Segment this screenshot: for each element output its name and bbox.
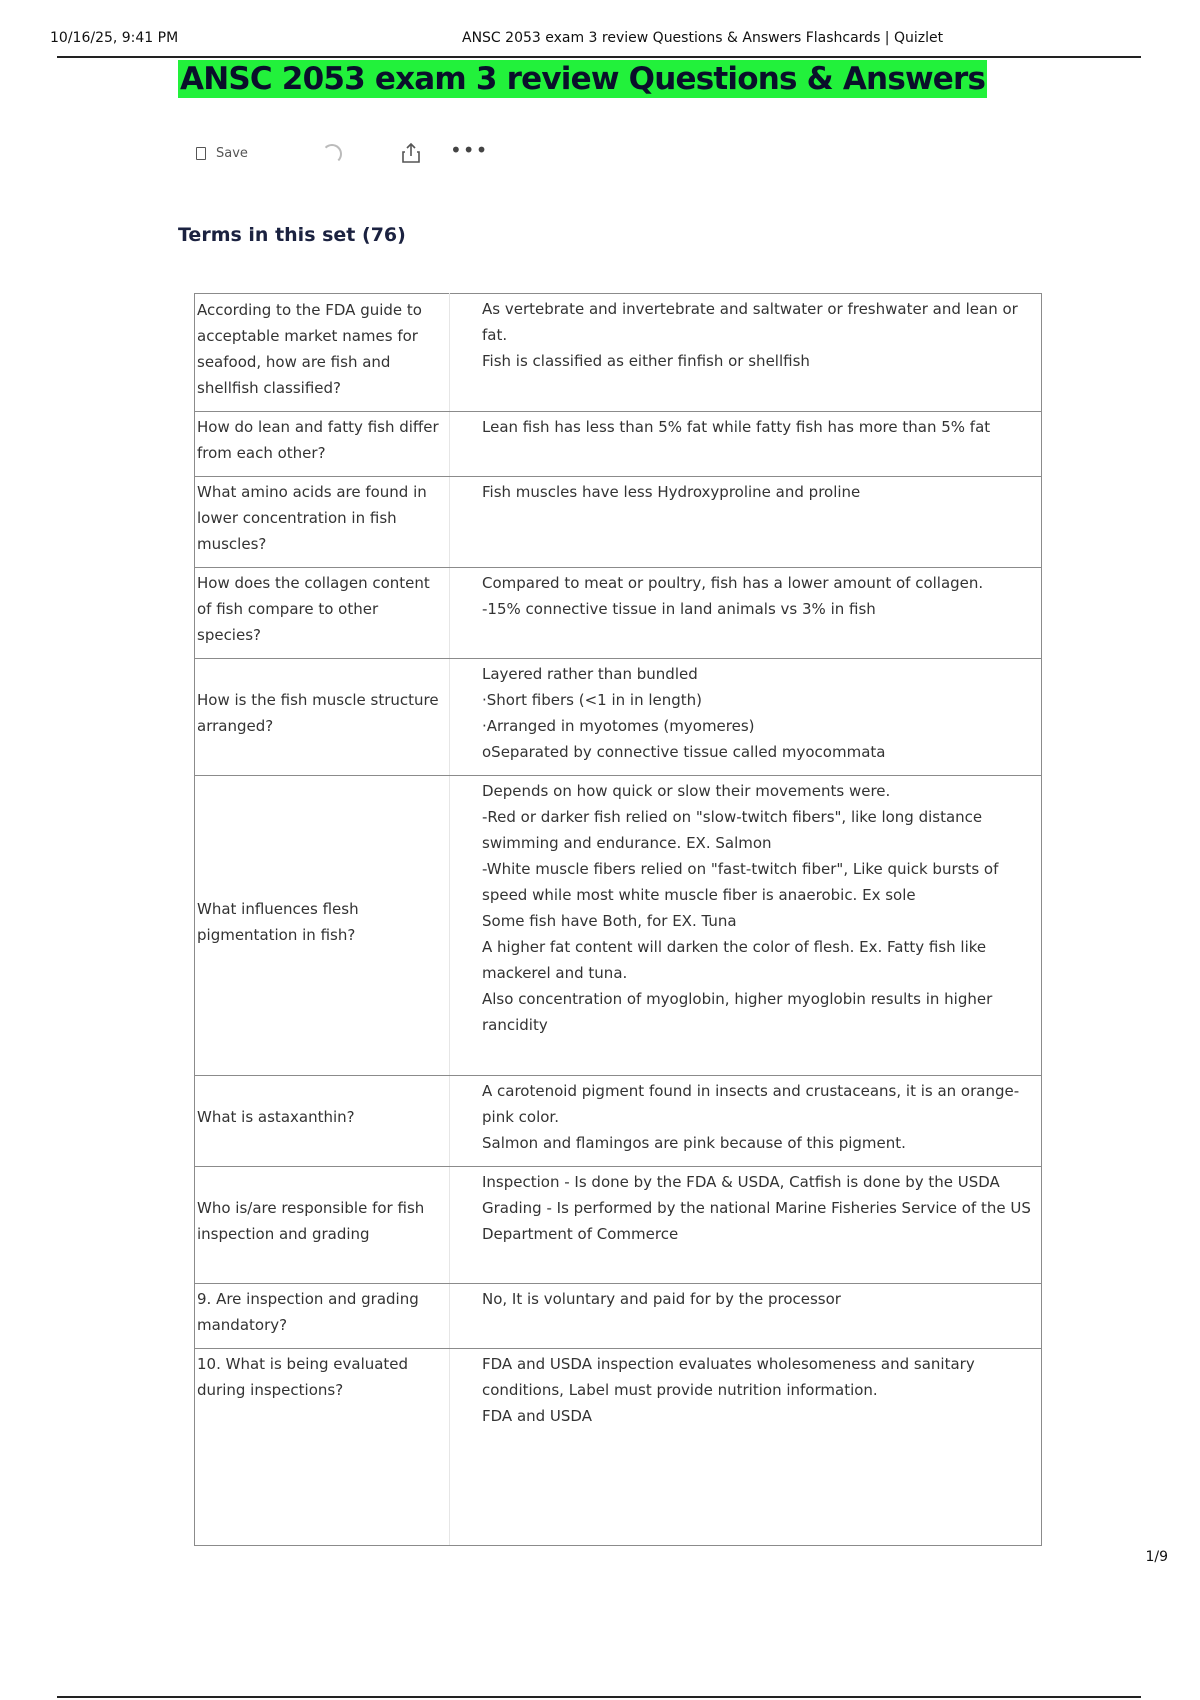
term-row xyxy=(195,1076,1042,1167)
set-toolbar xyxy=(196,138,496,166)
bookmark-icon xyxy=(196,147,206,160)
term-answer: Layered rather than bundled ·Short fibers (<1 in in length) ·Arranged in myotomes (myomeres) oSeparated by connective tissue called myocommata xyxy=(450,659,1042,776)
print-date: 10/16/25, 9:41 PM xyxy=(50,30,179,46)
more-options-icon[interactable]: ••• xyxy=(450,138,489,162)
print-header xyxy=(50,30,1150,50)
term-answer: As vertebrate and invertebrate and saltwater or freshwater and lean or fat. Fish is classified as either finfish or shellfish xyxy=(450,294,1042,412)
term-question: How is the fish muscle structure arranged? xyxy=(195,659,450,776)
loading-spinner-icon xyxy=(322,144,342,164)
term-row xyxy=(195,477,1042,568)
term-answer: FDA and USDA inspection evaluates wholesomeness and sanitary conditions, Label must provide nutrition information. FDA and USDA xyxy=(450,1349,1042,1546)
term-question: What influences flesh pigmentation in fish? xyxy=(195,776,450,1076)
term-row xyxy=(195,659,1042,776)
term-question: Who is/are responsible for fish inspection and grading xyxy=(195,1167,450,1284)
term-question: What is astaxanthin? xyxy=(195,1076,450,1167)
term-row xyxy=(195,1349,1042,1546)
term-row xyxy=(195,1284,1042,1349)
term-row xyxy=(195,412,1042,477)
term-question: 9. Are inspection and grading mandatory? xyxy=(195,1284,450,1349)
set-title: ANSC 2053 exam 3 review Questions & Answers xyxy=(180,61,986,97)
terms-heading: Terms in this set (76) xyxy=(178,224,406,246)
term-row xyxy=(195,568,1042,659)
term-answer: No, It is voluntary and paid for by the processor xyxy=(450,1284,1042,1349)
save-button[interactable] xyxy=(196,146,248,161)
term-answer: A carotenoid pigment found in insects and crustaceans, it is an orange-pink color. Salmon and flamingos are pink because of this pigment. xyxy=(450,1076,1042,1167)
save-label: Save xyxy=(216,146,248,161)
term-row xyxy=(195,776,1042,1076)
term-answer: Lean fish has less than 5% fat while fatty fish has more than 5% fat xyxy=(450,412,1042,477)
term-question: According to the FDA guide to acceptable market names for seafood, how are fish and shellfish classified? xyxy=(195,294,450,412)
term-question: How does the collagen content of fish compare to other species? xyxy=(195,568,450,659)
terms-table xyxy=(194,293,1042,1546)
share-icon[interactable] xyxy=(401,142,421,168)
term-question: 10. What is being evaluated during inspections? xyxy=(195,1349,450,1546)
print-page-title: ANSC 2053 exam 3 review Questions & Answers Flashcards | Quizlet xyxy=(462,30,944,46)
footer-divider xyxy=(57,1696,1141,1698)
term-row xyxy=(195,1167,1042,1284)
term-answer: Fish muscles have less Hydroxyproline and proline xyxy=(450,477,1042,568)
term-answer: Compared to meat or poultry, fish has a lower amount of collagen. -15% connective tissue in land animals vs 3% in fish xyxy=(450,568,1042,659)
term-question: What amino acids are found in lower concentration in fish muscles? xyxy=(195,477,450,568)
term-question: How do lean and fatty fish differ from each other? xyxy=(195,412,450,477)
term-row xyxy=(195,294,1042,412)
term-answer: Inspection - Is done by the FDA & USDA, Catfish is done by the USDA Grading - Is performed by the national Marine Fisheries Service of the US Department of Commerce xyxy=(450,1167,1042,1284)
term-answer: Depends on how quick or slow their movements were. -Red or darker fish relied on "slow-twitch fibers", like long distance swimming and endurance. EX. Salmon -White muscle fibers relied on "fast-twitch fiber", Like quick bursts of speed while most white muscle fiber is anaerobic. Ex sole Some fish have Both, for EX. Tuna A higher fat content will darken the color of flesh. Ex. Fatty fish like mackerel and tuna. Also concentration of myoglobin, higher myoglobin results in higher rancidity xyxy=(450,776,1042,1076)
header-divider xyxy=(57,56,1141,58)
page-number: 1/9 xyxy=(1145,1549,1168,1565)
